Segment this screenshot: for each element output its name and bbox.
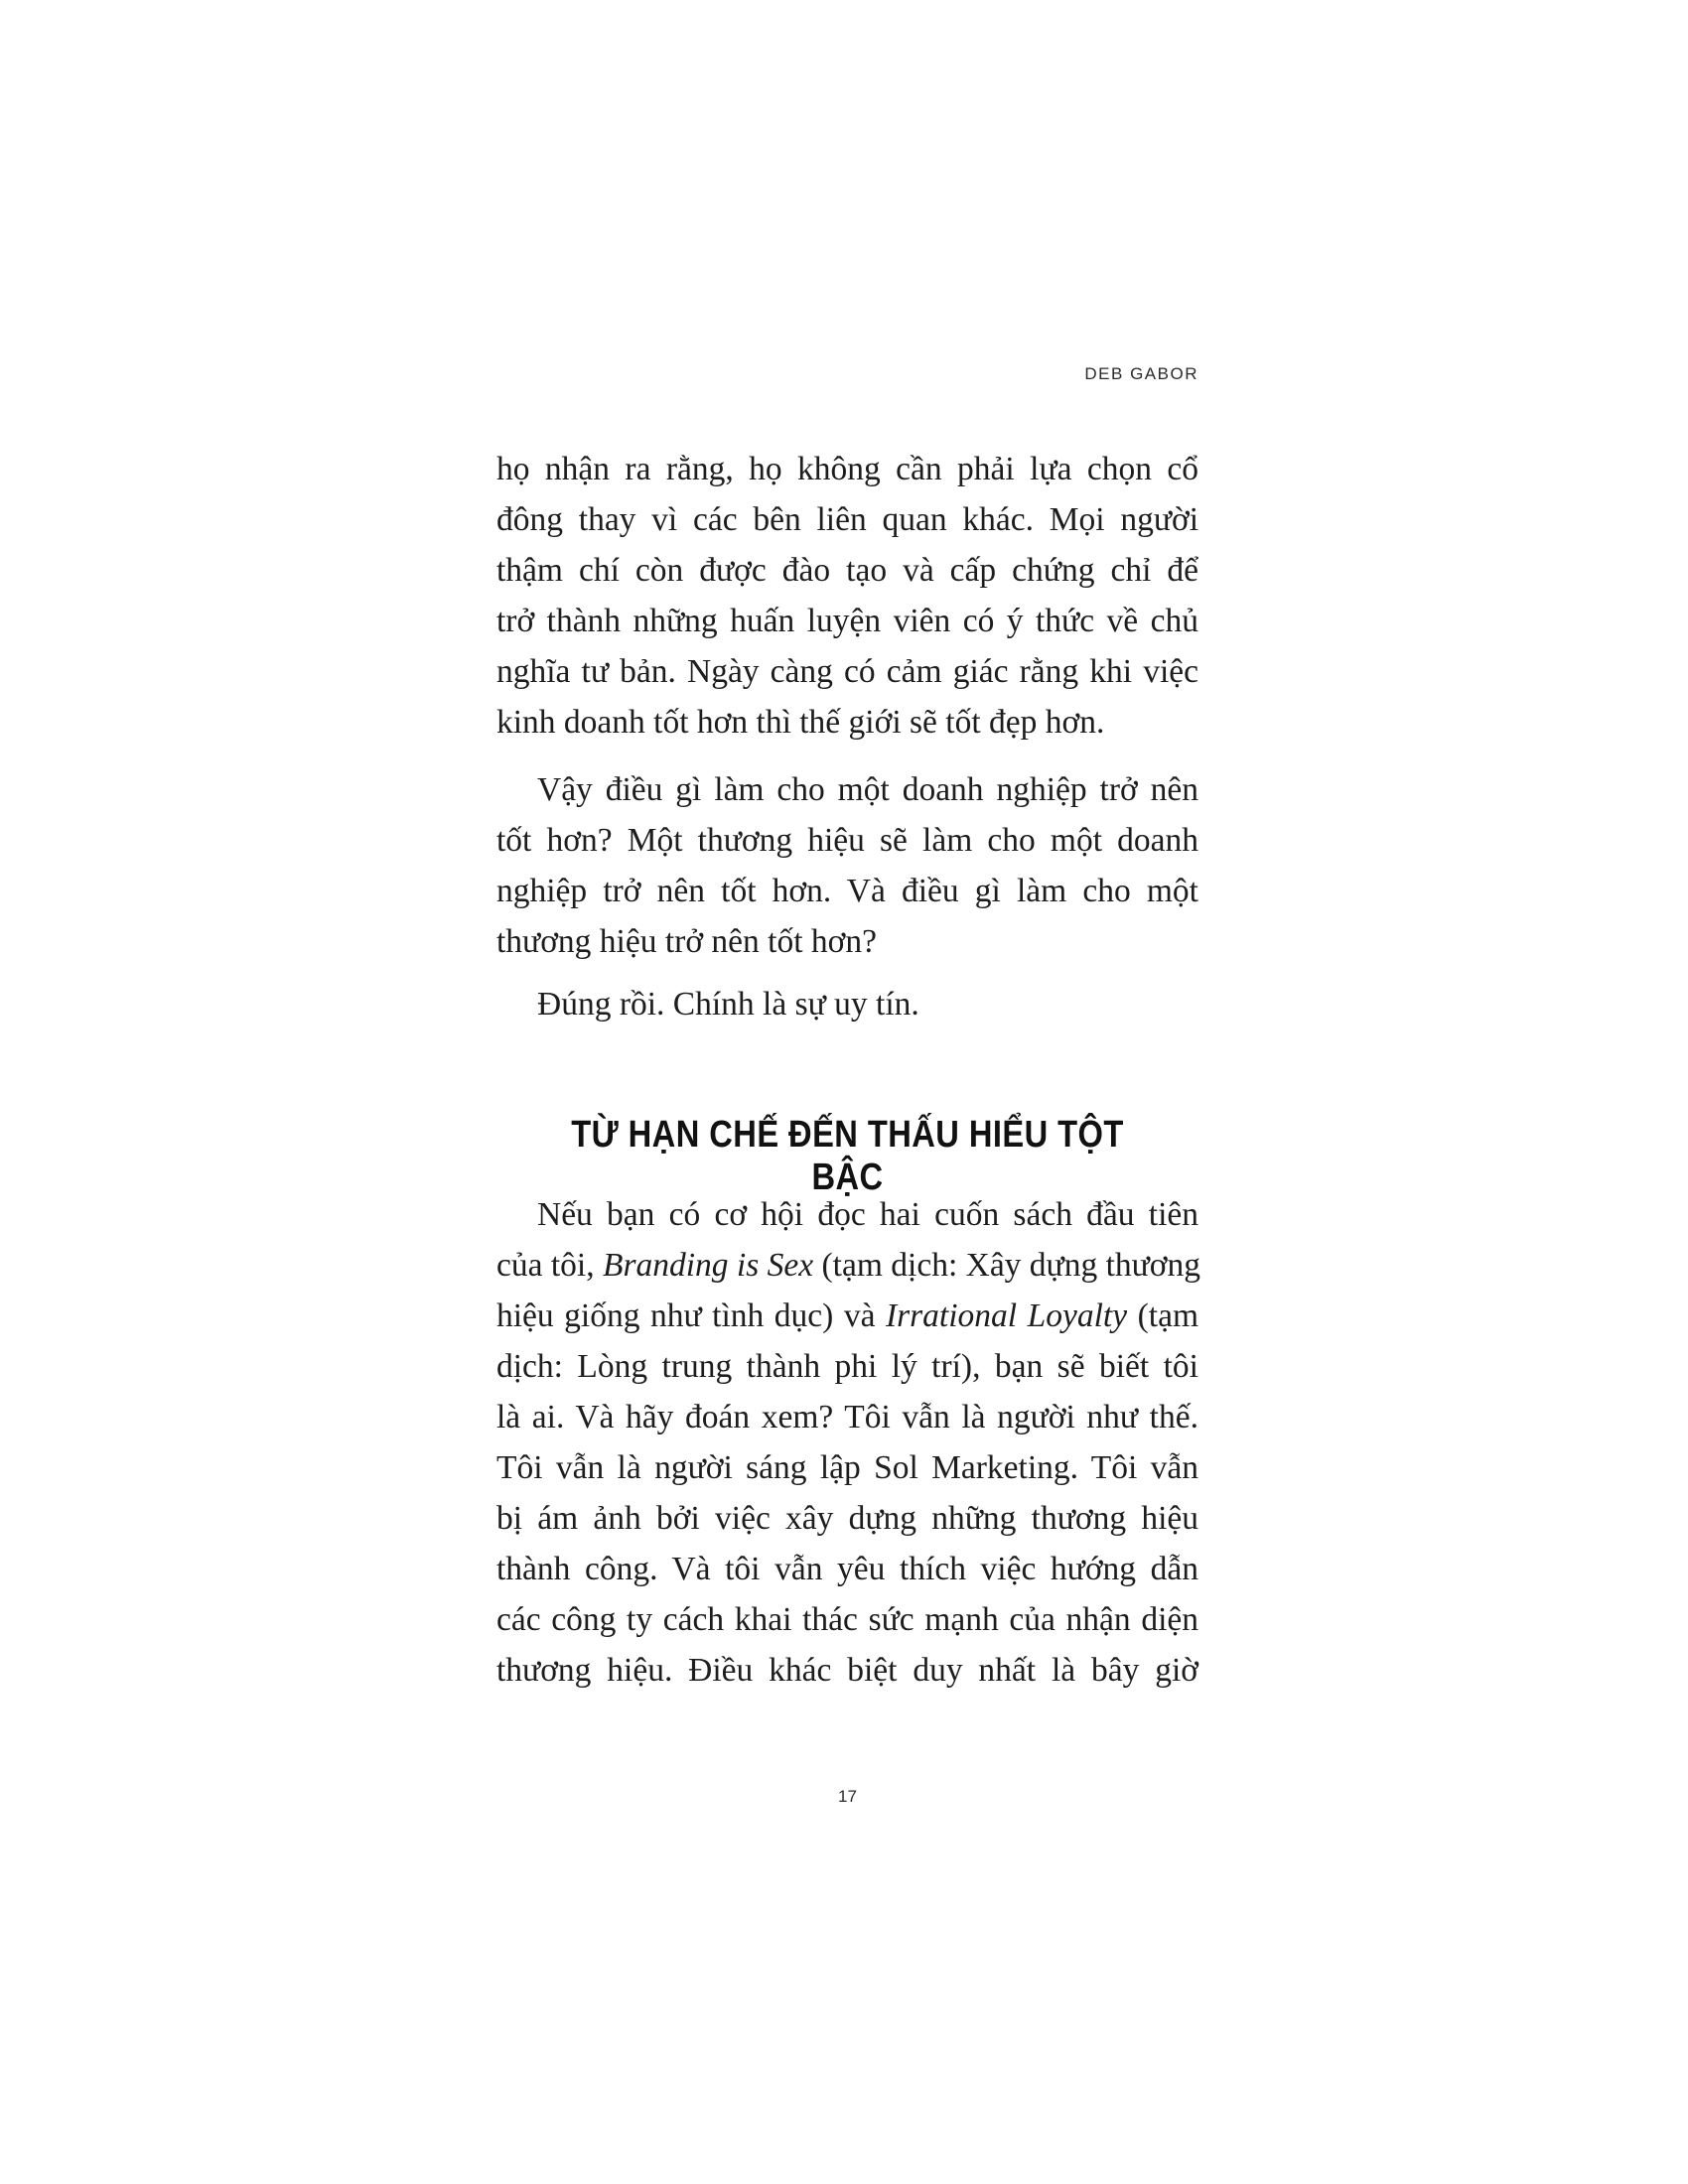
text-line: nghiệp trở nên tốt hơn. Và điều gì làm cho một (496, 873, 1198, 909)
paragraph-2 (496, 764, 1198, 967)
text-line: Vậy điều gì làm cho một doanh nghiệp trở nên (537, 771, 1198, 808)
paragraph-1 (496, 444, 1198, 748)
text-line: dịch: Lòng trung thành phi lý trí), bạn sẽ biết tôi (496, 1348, 1198, 1385)
text-line: các công ty cách khai thác sức mạnh của nhận diện (496, 1601, 1198, 1638)
text-line: Đúng rồi. Chính là sự uy tín. (537, 986, 919, 1023)
text-line: Tôi vẫn là người sáng lập Sol Marketing. Tôi vẫn (496, 1449, 1198, 1486)
text-line: đông thay vì các bên liên quan khác. Mọi người (496, 501, 1198, 538)
text-line: tốt hơn? Một thương hiệu sẽ làm cho một doanh (496, 822, 1198, 859)
text-line: bị ám ảnh bởi việc xây dựng những thương hiệu (496, 1500, 1198, 1537)
text-line: trở thành những huấn luyện viên có ý thức về chủ (496, 603, 1198, 639)
book-title: Irrational Loyalty (885, 1297, 1128, 1334)
text-segment: (tạm dịch: Xây dựng thương (813, 1247, 1201, 1284)
text-line (496, 1240, 1201, 1291)
text-line: thương hiệu. Điều khác biệt duy nhất là bây giờ (496, 1652, 1198, 1689)
section-heading: TỪ HẠN CHẾ ĐẾN THẤU HIỂU TỘT BẬC (571, 1114, 1124, 1198)
text-line: họ nhận ra rằng, họ không cần phải lựa chọn cổ (496, 451, 1198, 487)
page-number: 17 (838, 1787, 857, 1806)
text-line: là ai. Và hãy đoán xem? Tôi vẫn là người như thế. (496, 1399, 1198, 1435)
text-segment: (tạm (1127, 1297, 1199, 1334)
text-line: thương hiệu trở nên tốt hơn? (496, 923, 877, 960)
paragraph-3 (496, 979, 1198, 1029)
text-line: nghĩa tư bản. Ngày càng có cảm giác rằng khi việc (496, 653, 1198, 690)
book-title: Branding is Sex (602, 1247, 814, 1284)
text-line: thậm chí còn được đào tạo và cấp chứng chỉ để (496, 552, 1198, 589)
text-line: thành công. Và tôi vẫn yêu thích việc hướng dẫn (496, 1551, 1198, 1587)
paragraph-4 (496, 1189, 1201, 1696)
text-segment: của tôi, (496, 1247, 603, 1284)
text-segment: hiệu giống như tình dục) và (496, 1297, 886, 1334)
running-head: DEB GABOR (1084, 364, 1198, 383)
text-line (496, 1291, 1198, 1341)
text-line: Nếu bạn có cơ hội đọc hai cuốn sách đầu tiên (537, 1196, 1198, 1233)
text-line: kinh doanh tốt hơn thì thế giới sẽ tốt đẹp hơn. (496, 704, 1105, 741)
